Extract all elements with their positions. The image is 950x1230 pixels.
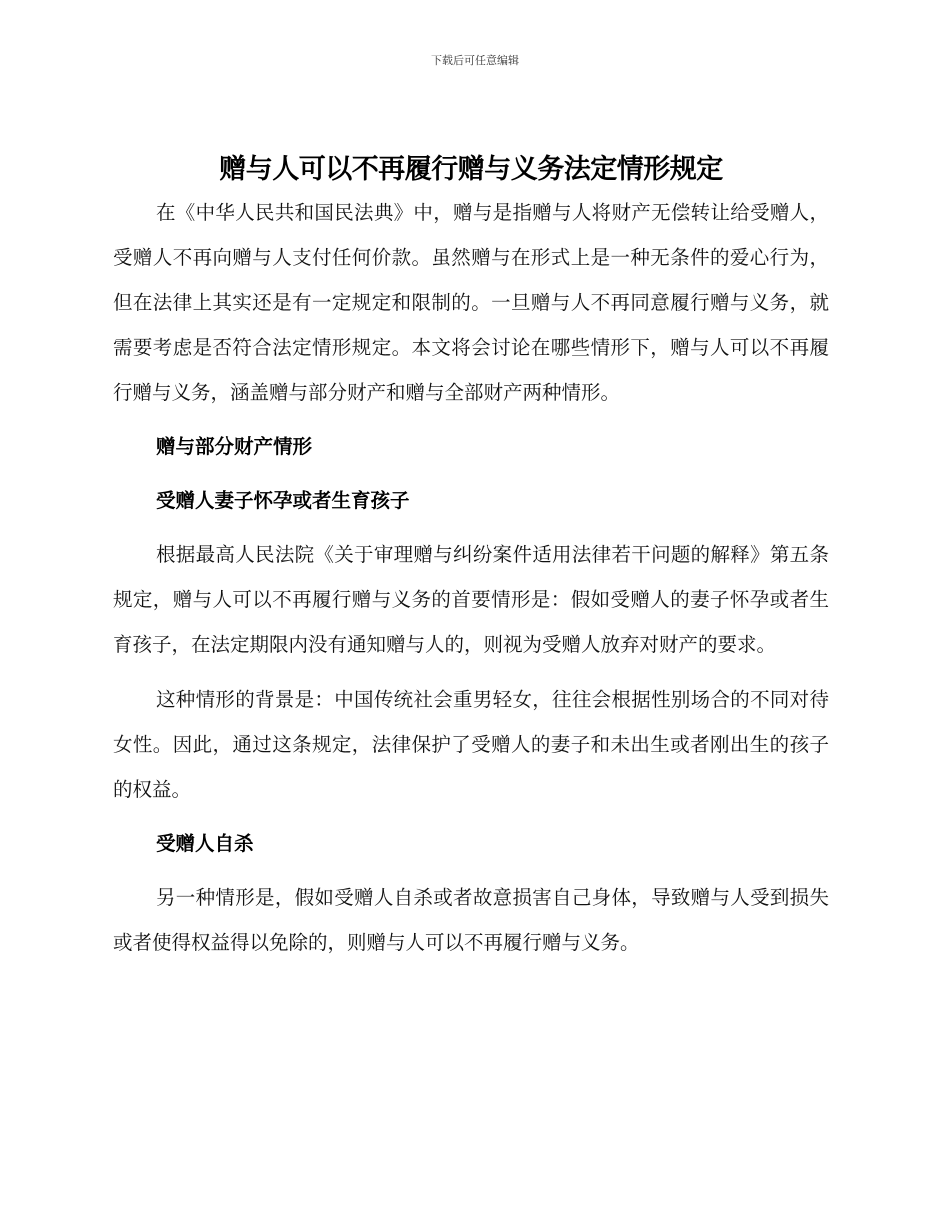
suicide-rule-paragraph: 另一种情形是，假如受赠人自杀或者故意损害自己身体，导致赠与人受到损失或者使得权益得以免除的，则赠与人可以不再履行赠与义务。 xyxy=(113,886,829,954)
page-header-note: 下载后可任意编辑 xyxy=(431,54,519,67)
spacer xyxy=(113,523,829,532)
spacer xyxy=(113,667,829,677)
spacer xyxy=(113,866,829,875)
spacer xyxy=(113,415,829,424)
intro-paragraph: 在《中华人民共和国民法典》中，赠与是指赠与人将财产无偿转让给受赠人，受赠人不再向赠与人支付任何价款。虽然赠与在形式上是一种无条件的爱心行为，但在法律上其实还是有一定规定和限制的。一旦赠与人不再同意履行赠与义务，就需要考虑是否符合法定情形规定。本文将会讨论在哪些情形下，赠与人可以不再履行赠与义务，涵盖赠与部分财产和赠与全部财产两种情形。 xyxy=(113,201,829,404)
pregnancy-rule-paragraph: 根据最高人民法院《关于审理赠与纠纷案件适用法律若干问题的解释》第五条规定，赠与人可以不再履行赠与义务的首要情形是：假如受赠人的妻子怀孕或者生育孩子，在法定期限内没有通知赠与人的，则视为受赠人放弃对财产的要求。 xyxy=(113,543,829,656)
spacer xyxy=(113,812,829,821)
section-heading-partial-gift: 赠与部分财产情形 xyxy=(156,435,313,458)
pregnancy-background-paragraph: 这种情形的背景是：中国传统社会重男轻女，往往会根据性别场合的不同对待女性。因此，通过这条规定，法律保护了受赠人的妻子和未出生或者刚出生的孩子的权益。 xyxy=(113,688,829,801)
subsection-heading-pregnancy: 受赠人妻子怀孕或者生育孩子 xyxy=(156,489,410,512)
subsection-heading-suicide: 受赠人自杀 xyxy=(156,832,254,855)
document-title: 赠与人可以不再履行赠与义务法定情形规定 xyxy=(219,154,723,185)
spacer xyxy=(113,469,829,478)
document-body xyxy=(113,150,829,965)
